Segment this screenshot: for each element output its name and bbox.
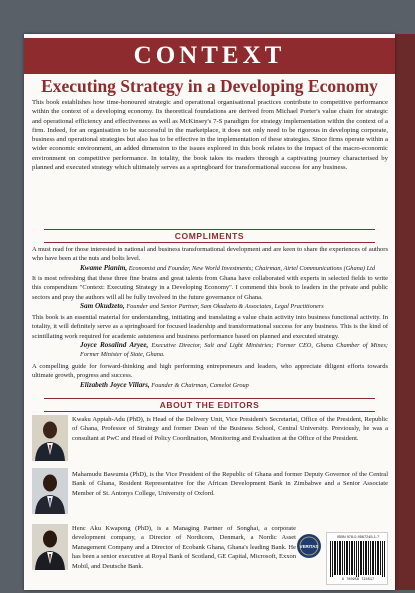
quote-role: Executive Director, Salt and Light Ministries; Former CEO, Ghana Chamber of Mines; Former Minister of State, Ghana.: [80, 341, 388, 359]
spine-edge: [395, 34, 415, 590]
editor-portrait-icon: [32, 468, 68, 514]
divider: [44, 242, 375, 243]
editor-photo: [32, 524, 68, 570]
editor-bio: Kwaku Appiah-Adu (PhD), is Head of the Delivery Unit, Vice President's Secretariat, Office of the President, Republic of Ghana, Professor of Strategy and former Dean of the Business School, Central University. Previously, he was a consultant at PwC and Head of Policy Coordination, Monitoring and Evaluation at the Office of the President.: [72, 416, 388, 442]
editor-bio: Henc Aku Kwapong (PhD), is a Managing Partner of Songhai, a corporate development company, a Director of Nordicom, Denmark, a Nordic Asset Management Company and a Director of Ecobank Ghana, Ghana's leading Bank. He has been a senior executive at Royal Bank of Scotland, GE Capital, Microsoft, Exxon Mobil, and Deutsche Bank.: [72, 525, 296, 570]
editor-bio: Mahamudu Bawumia (PhD), is the Vice President of the Republic of Ghana and former Deputy Governor of the Central Bank of Ghana, Resident Representative for the African Development Bank in Zimbabwe and a Senior Associate Member of St. Antonys College, University of Oxford.: [72, 471, 388, 497]
quote-block: [32, 362, 388, 390]
publisher-logo: [296, 533, 322, 559]
intro-paragraph: This book establishes how time-honoured strategic and operational organisational practices contribute to competitive performance within the context of a developing economy. Its theoretical foundations are derived from Michael Porter's value chain for strategic and operational efficiency and effectiveness as well as McKinsey's 7-S paradigm for strategy implementation within the context of a firm. Indeed, for an organisation to be successful in the marketplace, it does not only need to be rigorous in developing corporate, business and operational strategies but also has to be effective in the implementation of these strategies. Since firms operate within a wider economic environment, an added dimension to the issues explored in this book relates to the impact of the macro-economic environment on competitive performance. In totality, the book takes its readers through a captivating journey characterised by planned and executed strategy which ultimately serves as a springboard for transformational success for any business.: [32, 99, 388, 172]
divider: [44, 398, 375, 399]
quote-signature: [32, 302, 388, 311]
editor-portrait-icon: [32, 415, 68, 461]
quote-signature: [32, 381, 388, 390]
context-banner: CONTEXT: [24, 38, 395, 74]
barcode-icon: [329, 541, 387, 577]
quote-role: Economist and Founder, New World Investments; Chairman, Airtel Communications (Ghana) Ltd: [128, 264, 375, 272]
quote-text: A must read for those interested in national and business transformational development and are keen to share the experiences of authors who have been at the nuts and bolts level.: [32, 246, 388, 263]
divider: [44, 229, 375, 230]
quote-signature: [32, 264, 388, 273]
quote-author: Sam Okudzeto,: [80, 301, 125, 310]
quote-text: It is most refreshing that these three fine brains and great talents from Ghana have collaborated with experts in selected fields to write this compendium "Context: Executing Strategy in a Developing Economy". I commend this book to leaders in the private and public sectors and pray the authors will all be fully involved in the future governance of Ghana.: [32, 275, 388, 301]
isbn-label: ISBN 978-0-9567245-1-7: [336, 535, 380, 539]
book-title: Executing Strategy in a Developing Economy: [41, 76, 378, 96]
barcode: [326, 532, 388, 585]
editors-heading: ABOUT THE EDITORS: [159, 400, 260, 410]
barcode-number: 9 780956 724517: [341, 578, 375, 582]
book-back-cover: [24, 34, 395, 590]
quote-role: Founder & Chairman, Camelot Group: [151, 381, 249, 389]
quote-text: This book is an essential material for understanding, initiating and translating a value chain activity into business functional activity. In totality, it will definitely serve as a springboard for focused leadership and transformational success for any business. This is the kind of scintillating work required for academic astuteness and business performance based on planned and executed strategy.: [32, 314, 388, 340]
quote-text: A compelling guide for forward-thinking and high performing entrepreneurs and leaders, who appreciate diligent efforts towards ultimate growth, progress and success.: [32, 363, 388, 380]
editor-photo: [32, 468, 68, 514]
veritas-logo-icon: [296, 533, 322, 559]
quote-author: Joyce Rosalind Aryee,: [80, 340, 149, 349]
quote-block: [32, 313, 388, 359]
editor-photo: [32, 415, 68, 461]
compliments-heading: COMPLIMENTS: [174, 231, 245, 241]
quote-block: [32, 274, 388, 311]
quote-role: Founder and Senior Partner, Sam Okudzeto & Associates, Legal Practitioners: [126, 302, 324, 310]
publisher-name: VERITAS: [299, 544, 319, 550]
quote-signature: [32, 341, 388, 360]
quote-author: Elizabeth Joyce Villars,: [80, 380, 150, 389]
quote-author: Kwame Pianim,: [80, 263, 128, 272]
divider: [44, 411, 375, 412]
editor-portrait-icon: [32, 524, 68, 570]
quote-block: [32, 245, 388, 273]
